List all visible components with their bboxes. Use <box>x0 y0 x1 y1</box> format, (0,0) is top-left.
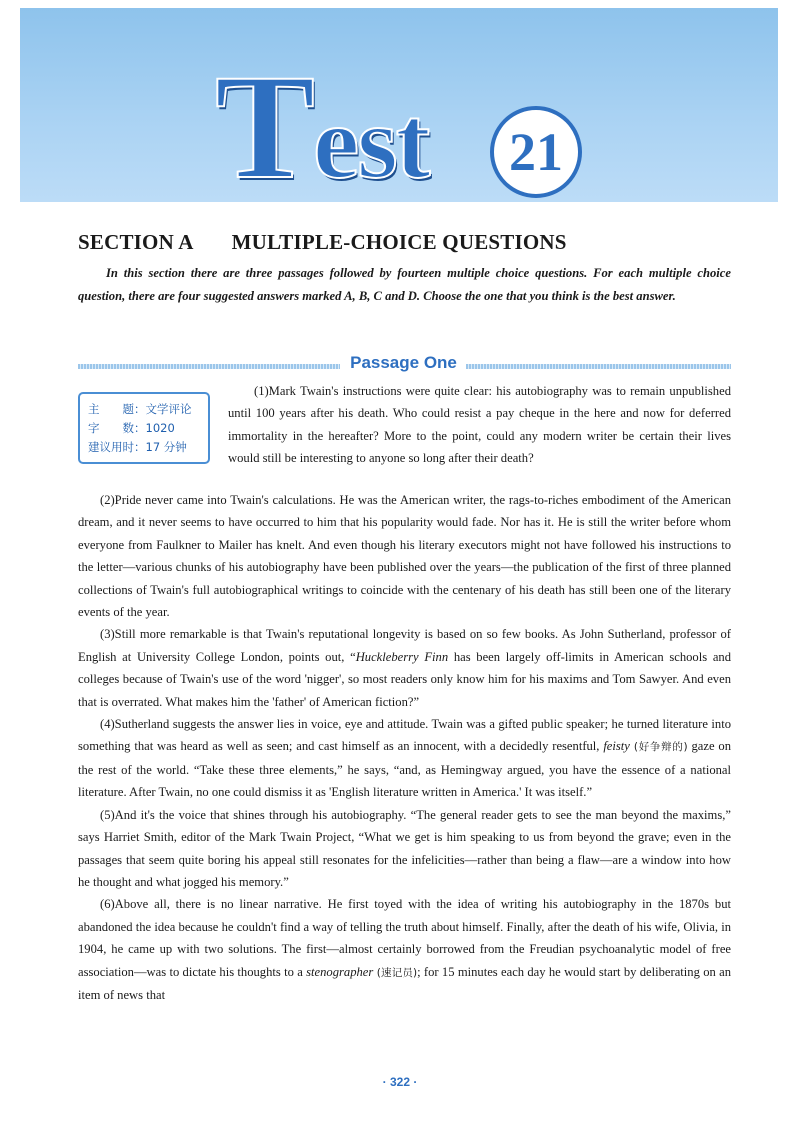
paragraph-4 <box>78 713 731 804</box>
passage-info-box <box>78 392 210 464</box>
paragraph-3-text-a: (3)Still more remarkable is that Twain's reputational longevity is based on so few books. As John Sutherland, professor of English at University College London, points out, “ <box>78 627 731 664</box>
paragraph-6-text-b: ; for 15 minutes each day he would start by deliberating on an item of news that <box>78 964 731 1002</box>
paragraph-3-text-b: has been largely off-limits in American schools and colleges because of Twain's use of the word 'nigger', so most readers only know him for his maxims and Tom Sawyer. And even that is overrated. What makes him the 'father' of American fiction?” <box>78 649 732 709</box>
test-number-badge <box>490 106 582 198</box>
paragraph-6-text-a: (6)Above all, there is no linear narrative. He first toyed with the idea of writing his autobiography in the 1870s but abandoned the idea because he couldn't find a way of telling the truth about himself. Finally, after the death of his wife, Olivia, in 1904, he came up with two solutions. The first—almost certainly borrowed from the Freudian psychoanalytic model of free association—was to dictate his thoughts to a <box>78 897 731 979</box>
passage-header <box>78 353 731 379</box>
test-number: 21 <box>509 122 563 182</box>
test-heading-rest: est <box>313 85 429 200</box>
paragraph-6-italic: stenographer <box>306 964 374 979</box>
passage-rule-left <box>78 364 340 369</box>
passage-title: Passage One <box>350 353 457 372</box>
paragraph-6 <box>78 893 731 1006</box>
section-heading <box>78 230 758 255</box>
paragraph-2: (2)Pride never came into Twain's calculations. He was the American writer, the rags-to-riches embodiment of the American dream, and it never seems to have occurred to him that his popularity would fade. Nor has it. He is still the writer before whom everyone from Faulkner to Mailer has knelt. And even though his literary executors might not have followed his instructions to the letter—various chunks of his autobiography have been published over the years—the publication of the first of three planned collections of Twain's full autobiographical writings to coincide with the centenary of his death has still been one of the literary events of the year. <box>78 493 731 620</box>
test-heading <box>215 44 429 210</box>
passage-rule-right <box>466 364 731 369</box>
paragraph-6-gloss: (速记员) <box>373 966 418 979</box>
section-label: SECTION A <box>78 230 194 254</box>
section-instructions: In this section there are three passages followed by fourteen multiple choice questions. For each multiple choice question, there are four suggested answers marked A, B, C and D. Choose the one that you think is the best answer. <box>78 266 731 303</box>
page-number: · 322 · <box>382 1075 418 1089</box>
info-word-count: 字 数：1020 <box>88 421 175 435</box>
section-title: MULTIPLE-CHOICE QUESTIONS <box>231 230 567 254</box>
info-topic: 主 题：文学评论 <box>88 402 192 416</box>
paragraph-3-italic: Huckleberry Finn <box>355 649 449 664</box>
passage-body <box>78 489 731 1006</box>
passage-paragraph-1-container <box>228 380 731 470</box>
paragraph-4-gloss: (好争辩的) <box>629 741 688 754</box>
paragraph-4-text-b: gaze on the rest of the world. “Take these three elements,” he says, “and, as Hemingway argued, you have the essence of a national literature. After Twain, no one could dismiss it as 'English literature written in America.' It was itself.” <box>78 739 731 800</box>
paragraph-4-text-a: (4)Sutherland suggests the answer lies in voice, eye and attitude. Twain was a gifted public speaker; he turned literature into something that was heard as well as seen; and cast himself as an innocent, with a decidedly resentful, <box>78 717 731 754</box>
info-suggested-time: 建议用时：17 分钟 <box>88 440 187 454</box>
paragraph-5: (5)And it's the voice that shines through his autobiography. “The general reader gets to see the man beyond the maxims,” says Harriet Smith, editor of the Mark Twain Project, “What we get is him speaking to us from beyond the grave; even in the passages that seem quite boring his appeal still resonates for the infelicities—rather than being a flaw—are a window into how he thought and what jogged his memory.” <box>78 807 731 889</box>
paragraph-4-italic: feisty <box>603 739 630 754</box>
paragraph-1: (1)Mark Twain's instructions were quite clear: his autobiography was to remain unpublished until 100 years after his death. Who could resist a pay cheque in the here and now for deferred immortality in the hereafter? More to the point, could any modern writer be certain their lives would still be interesting to anyone so long after their death? <box>228 384 731 466</box>
paragraph-3 <box>78 623 731 713</box>
test-heading-initial: T <box>215 44 314 210</box>
